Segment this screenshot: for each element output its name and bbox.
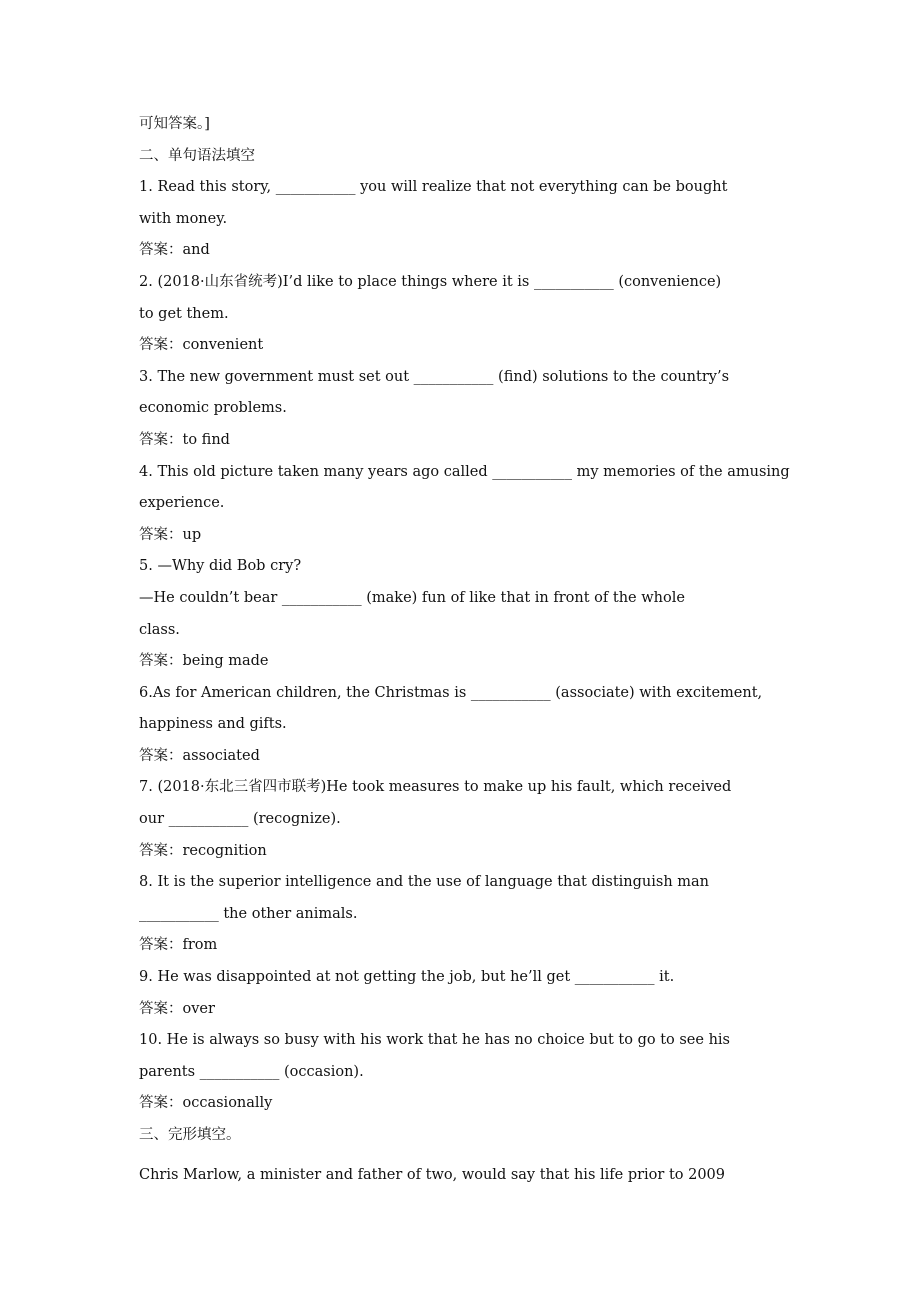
question-4-line-2: experience. bbox=[139, 495, 225, 512]
question-1-line-2: with money. bbox=[139, 210, 228, 227]
answer-6: 答案：associated bbox=[139, 747, 260, 764]
text-line: 可知答案。] bbox=[139, 116, 210, 132]
question-9-line-1: 9. He was disappointed at not getting the job, but he’ll get ___________ it. bbox=[139, 969, 675, 986]
question-5-line-2: —He couldn’t bear ___________ (make) fun of like that in front of the whole bbox=[139, 589, 685, 606]
section-heading-grammar: 二、单句语法填空 bbox=[139, 147, 255, 164]
question-1-line-1: 1. Read this story, ___________ you will realize that not everything can be bought bbox=[139, 179, 728, 196]
answer-7: 答案：recognition bbox=[139, 842, 267, 859]
question-4-line-1: 4. This old picture taken many years ago called ___________ my memories of the amusing bbox=[139, 463, 790, 480]
question-8-line-2: ___________ the other animals. bbox=[139, 905, 358, 922]
question-8-line-1: 8. It is the superior intelligence and the use of language that distinguish man bbox=[139, 874, 709, 891]
answer-10: 答案：occasionally bbox=[139, 1095, 273, 1112]
question-5-line-1: 5. —Why did Bob cry? bbox=[139, 558, 302, 575]
question-10-line-2: parents ___________ (occasion). bbox=[139, 1063, 364, 1080]
passage-line: Chris Marlow, a minister and father of two, would say that his life prior to 2009 bbox=[139, 1166, 726, 1183]
question-3-line-2: economic problems. bbox=[139, 400, 287, 417]
question-10-line-1: 10. He is always so busy with his work that he has no choice but to go to see his bbox=[139, 1032, 730, 1049]
question-2-line-1: 2. (2018·山东省统考)I’d like to place things where it is ___________ (convenience) bbox=[139, 273, 722, 290]
question-2-line-2: to get them. bbox=[139, 305, 229, 322]
answer-1: 答案：and bbox=[139, 242, 210, 259]
question-6-line-1: 6.As for American children, the Christmas is ___________ (associate) with excitement, bbox=[139, 684, 763, 701]
answer-9: 答案：over bbox=[139, 1000, 215, 1017]
answer-8: 答案：from bbox=[139, 937, 218, 954]
question-5-line-3: class. bbox=[139, 621, 180, 638]
answer-4: 答案：up bbox=[139, 526, 202, 543]
text-block bbox=[139, 109, 859, 1191]
question-7-line-2: our ___________ (recognize). bbox=[139, 811, 341, 828]
answer-3: 答案：to find bbox=[139, 431, 230, 448]
question-7-line-1: 7. (2018·东北三省四市联考)He took measures to make up his fault, which received bbox=[139, 779, 732, 796]
section-heading-cloze: 三、完形填空。 bbox=[139, 1127, 241, 1143]
answer-5: 答案：being made bbox=[139, 653, 269, 670]
question-3-line-1: 3. The new government must set out ___________ (find) solutions to the country’s bbox=[139, 368, 730, 385]
answer-2: 答案：convenient bbox=[139, 337, 264, 354]
question-6-line-2: happiness and gifts. bbox=[139, 716, 287, 733]
